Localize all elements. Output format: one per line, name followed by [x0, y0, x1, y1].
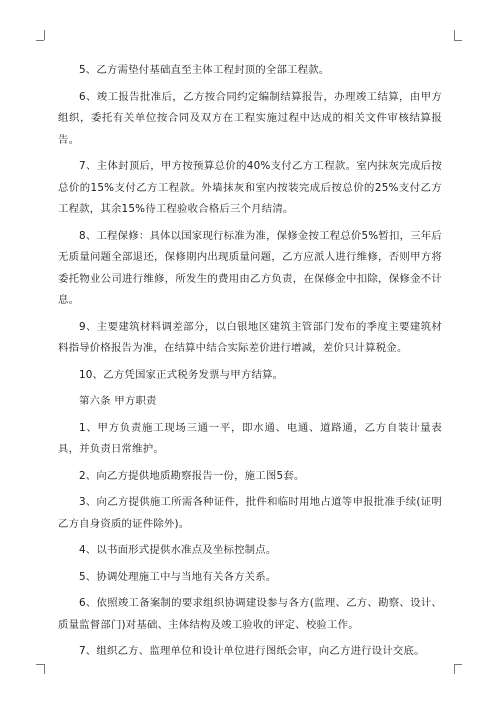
paragraph: 10、乙方凭国家正式税务发票与甲方结算。 [79, 368, 284, 381]
section-heading: 第六条 甲方职责 [79, 395, 157, 407]
paragraph: 8、工程保修：具体以国家现行标准为准，保修金按工程总价5%暂扣，三年后无质量问题全部退还，保修期内出现质量问题，乙方应派人进行维修，否则甲方将委托物业公司进行维修，所发生的费用由乙方负责，在保修金中扣除，保修金不计息。 [58, 229, 442, 306]
paragraph: 5、乙方需垫付基础直至主体工程封顶的全部工程款。 [79, 64, 330, 76]
crop-mark-top-right [454, 30, 464, 44]
paragraph: 7、主体封顶后，甲方按预算总价的40%支付乙方工程款。室内抹灰完成后按总价的15%支付乙方工程款。外墙抹灰和室内按装完成后按总价的25%支付乙方工程款，其余15%待工程验收合格后三个月结清。 [58, 160, 442, 215]
duty-item: 4、以书面形式提供水准点及坐标控制点。 [79, 544, 277, 556]
duty-item: 7、组织乙方、监理单位和设计单位进行图纸会审，向乙方进行设计交底。 [79, 645, 425, 657]
duty-item: 3、向乙方提供施工所需各种证件，批件和临时用地占道等申报批准手续(证明乙方自身资质的证件除外)。 [58, 496, 442, 530]
crop-mark-bottom-right [454, 664, 464, 678]
duty-item: 2、向乙方提供地质勘察报告一份，施工图5套。 [79, 469, 305, 482]
paragraph: 9、主要建筑材料调差部分，以白银地区建筑主管部门发布的季度主要建筑材料指导价格报告为准，在结算中结合实际差价进行增减，差价只计算税金。 [58, 320, 442, 354]
duty-item: 5、协调处理施工中与当地有关各方关系。 [79, 570, 277, 583]
document-body [58, 60, 442, 668]
crop-mark-bottom-left [36, 664, 46, 678]
paragraph: 6、竣工报告批准后，乙方按合同约定编制结算报告，办理竣工结算，由甲方组织，委托有关单位按合同及双方在工程实施过程中达成的相关文件审核结算报告。 [58, 90, 442, 146]
crop-mark-top-left [36, 30, 46, 44]
duty-item: 1、甲方负责施工现场三通一平，即水通、电通、道路通，乙方自装计量表具，并负责日常维护。 [58, 421, 442, 455]
duty-item: 6、依照竣工备案制的要求组织协调建设参与各方(监理、乙方、勘察、设计、质量监督部门)对基础、主体结构及竣工验收的评定、校验工作。 [58, 597, 442, 631]
